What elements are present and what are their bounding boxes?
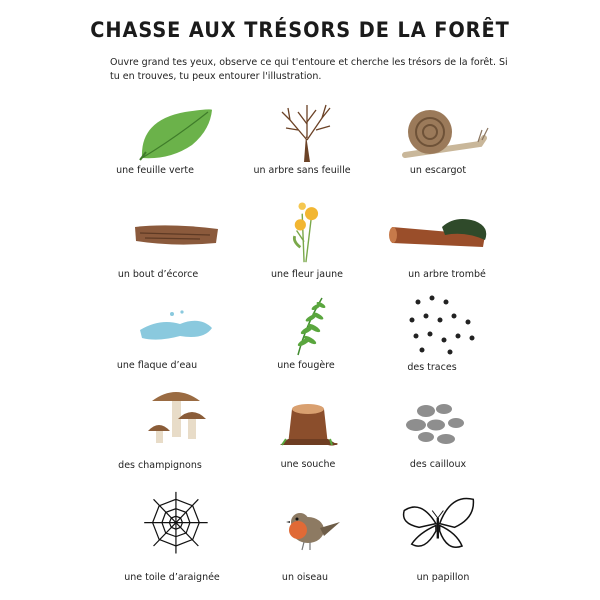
- leaf-icon: [100, 100, 250, 170]
- bark-icon: [100, 205, 250, 275]
- mushrooms-icon: [100, 385, 250, 455]
- item-label: un arbre sans feuille: [253, 165, 351, 176]
- snail-icon: [360, 100, 510, 170]
- item-label: une toile d’araignée: [124, 572, 220, 583]
- yellow-flower-icon: [230, 195, 380, 265]
- item-tree-stump[interactable]: [230, 395, 380, 490]
- item-label: un arbre trombé: [408, 269, 486, 280]
- bare-tree-icon: [230, 100, 380, 170]
- item-spider-web[interactable]: [100, 490, 250, 585]
- item-fern[interactable]: [230, 290, 380, 385]
- item-label: des traces: [407, 362, 457, 373]
- pebbles-icon: [360, 395, 510, 465]
- item-puddle[interactable]: [100, 300, 250, 395]
- page-title: CHASSE AUX TRÉSORS DE LA FORÊT: [90, 18, 510, 42]
- item-bare-tree[interactable]: [230, 100, 380, 195]
- fallen-tree-icon: [360, 205, 510, 275]
- tree-stump-icon: [230, 395, 380, 465]
- item-bird[interactable]: [230, 500, 380, 595]
- item-label: un oiseau: [281, 572, 329, 583]
- item-label: une feuille verte: [116, 165, 194, 176]
- item-label: un bout d’écorce: [117, 269, 199, 280]
- item-label: une souche: [280, 459, 336, 470]
- item-leaf[interactable]: [100, 100, 250, 195]
- intro-text: Ouvre grand tes yeux, observe ce qui t'entoure et cherche les trésors de la forêt. Si tu en trouves, tu peux entourer l'illustration.: [110, 57, 508, 82]
- item-fallen-tree[interactable]: [360, 205, 510, 300]
- item-label: une fougère: [277, 360, 335, 371]
- item-pebbles[interactable]: [360, 395, 510, 490]
- item-label: une flaque d’eau: [116, 360, 198, 371]
- item-label: un papillon: [416, 572, 470, 583]
- butterfly-icon: [360, 490, 510, 560]
- item-butterfly[interactable]: [360, 490, 510, 585]
- item-label: des champignons: [118, 460, 202, 471]
- item-label: une fleur jaune: [270, 269, 344, 280]
- item-animal-tracks[interactable]: [360, 290, 510, 385]
- fern-icon: [230, 290, 380, 360]
- item-snail[interactable]: [360, 100, 510, 195]
- bird-icon: [230, 500, 380, 570]
- item-yellow-flower[interactable]: [230, 195, 380, 290]
- item-bark[interactable]: [100, 205, 250, 300]
- spider-web-icon: [100, 490, 250, 560]
- item-mushrooms[interactable]: [100, 385, 250, 480]
- item-label: des cailloux: [409, 459, 467, 470]
- item-label: un escargot: [409, 165, 467, 176]
- animal-tracks-icon: [360, 290, 510, 360]
